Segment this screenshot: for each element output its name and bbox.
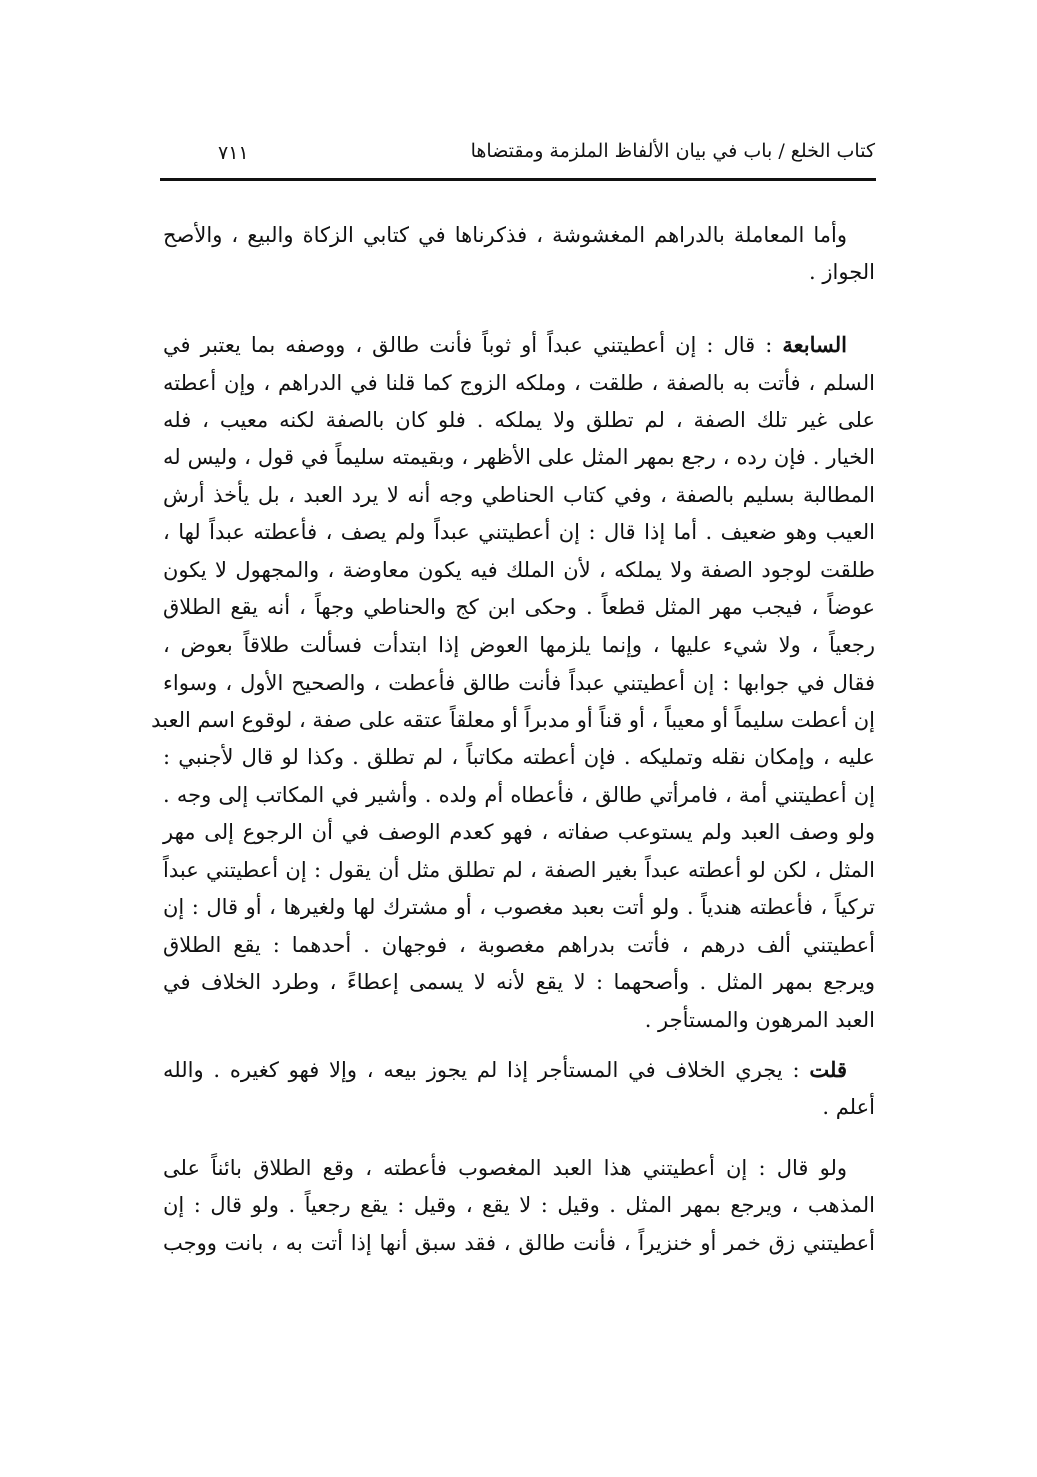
- text-line: أعطيتني زق خمر أو خنزيراً ، فأنت طالق ، فقد سبق أنها إذا أتت به ، بانت ووجب: [163, 1231, 875, 1255]
- text-line: الجواز .: [809, 260, 875, 284]
- text-line: ولو وصف العبد ولم يستوعب صفاته ، فهو كعدم الوصف في أن الرجوع إلى مهر: [163, 820, 875, 844]
- text-span: : قال : إن أعطيتني عبداً أو ثوباً فأنت طالق ، ووصفه بما يعتبر في: [163, 333, 773, 357]
- text-line: ولو قال : إن أعطيتني هذا العبد المغصوب فأعطته ، وقع الطلاق بائناً على: [163, 1156, 847, 1180]
- text-line: عليه ، وإمكان نقله وتمليكه . فإن أعطته مكاتباً ، لم تطلق . وكذا لو قال لأجنبي :: [163, 745, 875, 769]
- page-number: ٧١١: [218, 142, 249, 164]
- text-line: العيب وهو ضعيف . أما إذا قال : إن أعطيتني عبداً ولم يصف ، فأعطته عبداً لها ،: [163, 520, 875, 544]
- text-line: فقال في جوابها : إن أعطيتني عبداً فأنت طالق فأعطت ، والصحيح الأول ، وسواء: [163, 671, 875, 695]
- text-line: أعطيتني ألف درهم ، فأتت بدراهم مغصوبة ، فوجهان . أحدهما : يقع الطلاق: [163, 933, 875, 957]
- text-line: إن أعطت سليماً أو معيباً ، أو قناً أو مدبراً أو معلقاً عتقه على صفة ، لوقوع اسم العبد: [151, 708, 875, 732]
- text-line: المثل ، لكن لو أعطته عبداً بغير الصفة ، لم تطلق مثل أن يقول : إن أعطيتني عبداً: [163, 858, 875, 882]
- text-line: وأما المعاملة بالدراهم المغشوشة ، فذكرناها في كتابي الزكاة والبيع ، والأصح: [163, 223, 847, 247]
- text-line: ويرجع بمهر المثل . وأصحهما : لا يقع لأنه لا يسمى إعطاءً ، وطرد الخلاف في: [163, 970, 875, 994]
- header-rule: [160, 178, 876, 181]
- header-title: كتاب الخلع / باب في بيان الألفاظ الملزمة ومقتضاها: [470, 140, 875, 162]
- paragraph-lead: السابعة: [782, 332, 847, 357]
- text-line: على غير تلك الصفة ، لم تطلق ولا يملكه . فلو كان بالصفة لكنه معيب ، فله: [163, 408, 875, 432]
- text-line: المذهب ، ويرجع بمهر المثل . وقيل : لا يقع ، وقيل : يقع رجعياً . ولو قال : إن: [163, 1193, 875, 1217]
- paragraph-lead: قلت: [809, 1057, 847, 1082]
- text-line: المطالبة بسليم بالصفة ، وفي كتاب الحناطي وجه أنه لا يرد العبد ، بل يأخذ أرش: [163, 483, 875, 507]
- text-line: رجعياً ، ولا شيء عليها ، وإنما يلزمها العوض إذا ابتدأت فسألت طلاقاً بعوض ،: [163, 633, 875, 657]
- text-line: [163, 1055, 847, 1085]
- text-line: الخيار . فإن رده ، رجع بمهر المثل على الأظهر ، وبقيمته سليماً في قول ، وليس له: [163, 445, 875, 469]
- text-line: العبد المرهون والمستأجر .: [644, 1008, 875, 1032]
- text-line: عوضاً ، فيجب مهر المثل قطعاً . وحكى ابن كج والحناطي وجهاً ، أنه يقع الطلاق: [163, 595, 875, 619]
- text-line: تركياً ، فأعطته هندياً . ولو أتت بعبد مغصوب ، أو مشترك لها ولغيرها ، أو قال : إن: [163, 895, 875, 919]
- text-line: طلقت لوجود الصفة ولا يملكه ، لأن الملك فيه يكون معاوضة ، والمجهول لا يكون: [163, 558, 875, 582]
- text-line: أعلم .: [822, 1095, 875, 1119]
- text-line: إن أعطيتني أمة ، فامرأتي طالق ، فأعطاه أم ولده . وأشير في المكاتب إلى وجه .: [163, 783, 875, 807]
- text-line: [163, 330, 847, 360]
- text-span: : يجري الخلاف في المستأجر إذا لم يجوز بيعه ، وإلا فهو كغيره . والله: [163, 1058, 800, 1082]
- text-line: السلم ، فأتت به بالصفة ، طلقت ، وملكه الزوج كما قلنا في الدراهم ، وإن أعطته: [163, 371, 875, 395]
